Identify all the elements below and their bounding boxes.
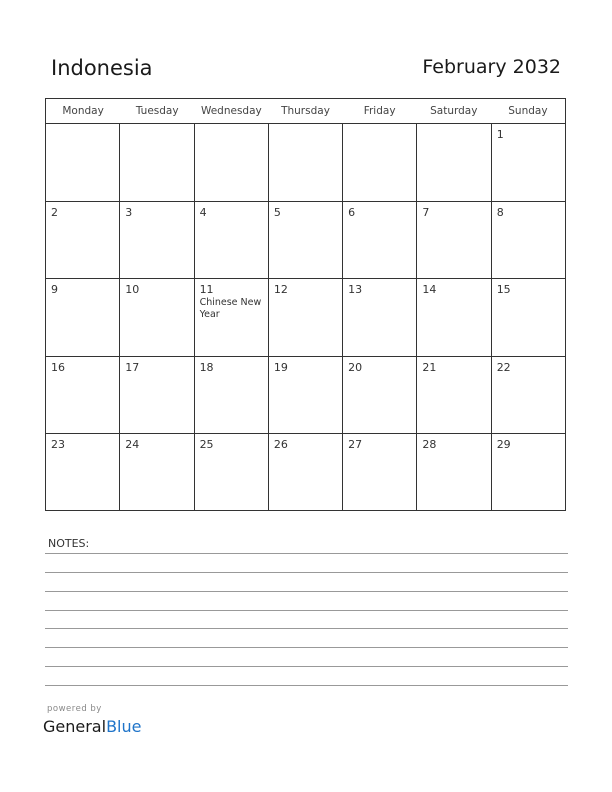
day-number: 19 <box>273 360 288 374</box>
day-cell[interactable] <box>120 433 194 510</box>
day-cell[interactable] <box>343 278 417 355</box>
note-line <box>45 610 568 611</box>
day-cell[interactable] <box>46 201 120 278</box>
weekday-header-row <box>46 99 565 124</box>
day-cell[interactable] <box>343 201 417 278</box>
day-cell[interactable] <box>46 356 120 433</box>
calendar-week-row <box>46 433 565 510</box>
calendar-week-row <box>46 201 565 278</box>
day-cell[interactable] <box>195 278 269 355</box>
calendar-week-row <box>46 356 565 433</box>
day-number: 14 <box>422 283 437 297</box>
day-cell[interactable] <box>492 201 565 278</box>
day-number: 25 <box>199 437 214 451</box>
day-number: 3 <box>125 206 133 220</box>
day-number: 22 <box>496 360 511 374</box>
notes-label: NOTES: <box>48 537 90 550</box>
day-number: 15 <box>496 283 511 297</box>
weekday-sunday: Sunday <box>508 105 548 117</box>
day-cell[interactable] <box>492 124 565 201</box>
day-number: 7 <box>422 206 430 220</box>
day-number: 11 <box>199 283 214 297</box>
weekday-monday: Monday <box>62 105 104 117</box>
day-cell[interactable] <box>492 278 565 355</box>
day-cell[interactable] <box>269 201 343 278</box>
day-cell[interactable] <box>120 278 194 355</box>
note-line <box>45 666 568 667</box>
day-cell[interactable] <box>417 278 491 355</box>
weekday-friday: Friday <box>363 105 396 117</box>
weekday-saturday: Saturday <box>430 105 478 117</box>
day-number: 10 <box>125 283 140 297</box>
holiday-label: Chinese New Year <box>199 297 262 321</box>
day-cell[interactable] <box>195 433 269 510</box>
weekday-thursday: Thursday <box>281 105 330 117</box>
brand-logo[interactable] <box>43 717 141 736</box>
day-cell[interactable] <box>46 433 120 510</box>
calendar-week-row <box>46 124 565 201</box>
note-line <box>45 628 568 629</box>
day-cell[interactable] <box>417 201 491 278</box>
day-cell[interactable] <box>269 124 343 201</box>
day-number: 4 <box>199 206 207 220</box>
day-number: 6 <box>348 206 356 220</box>
weekday-wednesday: Wednesday <box>200 105 262 117</box>
day-number: 17 <box>125 360 140 374</box>
country-title: Indonesia <box>51 56 153 80</box>
brand-blue: Blue <box>106 717 142 736</box>
note-line <box>45 553 568 554</box>
day-number: 8 <box>496 206 504 220</box>
month-year-title: February 2032 <box>422 56 561 78</box>
day-cell[interactable] <box>269 278 343 355</box>
day-number: 29 <box>496 437 511 451</box>
day-number: 27 <box>348 437 363 451</box>
day-cell[interactable] <box>120 124 194 201</box>
day-number: 1 <box>496 128 504 141</box>
calendar-grid <box>45 98 566 511</box>
day-cell[interactable] <box>46 124 120 201</box>
day-number: 16 <box>51 360 65 374</box>
day-number: 2 <box>51 206 58 220</box>
day-cell[interactable] <box>195 201 269 278</box>
day-cell[interactable] <box>417 433 491 510</box>
day-cell[interactable] <box>492 433 565 510</box>
note-line <box>45 647 568 648</box>
day-cell[interactable] <box>120 356 194 433</box>
day-cell[interactable] <box>120 201 194 278</box>
day-number: 12 <box>273 283 288 297</box>
day-number: 26 <box>273 437 288 451</box>
day-number: 24 <box>125 437 140 451</box>
brand-general: General <box>43 717 107 736</box>
day-cell[interactable] <box>269 433 343 510</box>
day-number: 13 <box>348 283 363 297</box>
note-line <box>45 572 568 573</box>
day-cell[interactable] <box>417 124 491 201</box>
weekday-tuesday: Tuesday <box>135 105 179 117</box>
powered-by-text: powered by <box>47 704 102 714</box>
day-cell[interactable] <box>195 356 269 433</box>
day-number: 18 <box>199 360 214 374</box>
day-grid <box>46 124 565 510</box>
note-line <box>45 591 568 592</box>
day-number: 5 <box>273 206 281 220</box>
day-number: 9 <box>51 283 58 297</box>
day-cell[interactable] <box>343 124 417 201</box>
day-cell[interactable] <box>343 356 417 433</box>
day-number: 21 <box>422 360 437 374</box>
day-number: 20 <box>348 360 363 374</box>
calendar-week-row <box>46 278 565 355</box>
day-cell[interactable] <box>195 124 269 201</box>
day-number: 28 <box>422 437 437 451</box>
day-cell[interactable] <box>417 356 491 433</box>
day-cell[interactable] <box>269 356 343 433</box>
day-cell[interactable] <box>46 278 120 355</box>
note-line <box>45 685 568 686</box>
day-number: 23 <box>51 437 65 451</box>
day-cell[interactable] <box>343 433 417 510</box>
day-cell[interactable] <box>492 356 565 433</box>
